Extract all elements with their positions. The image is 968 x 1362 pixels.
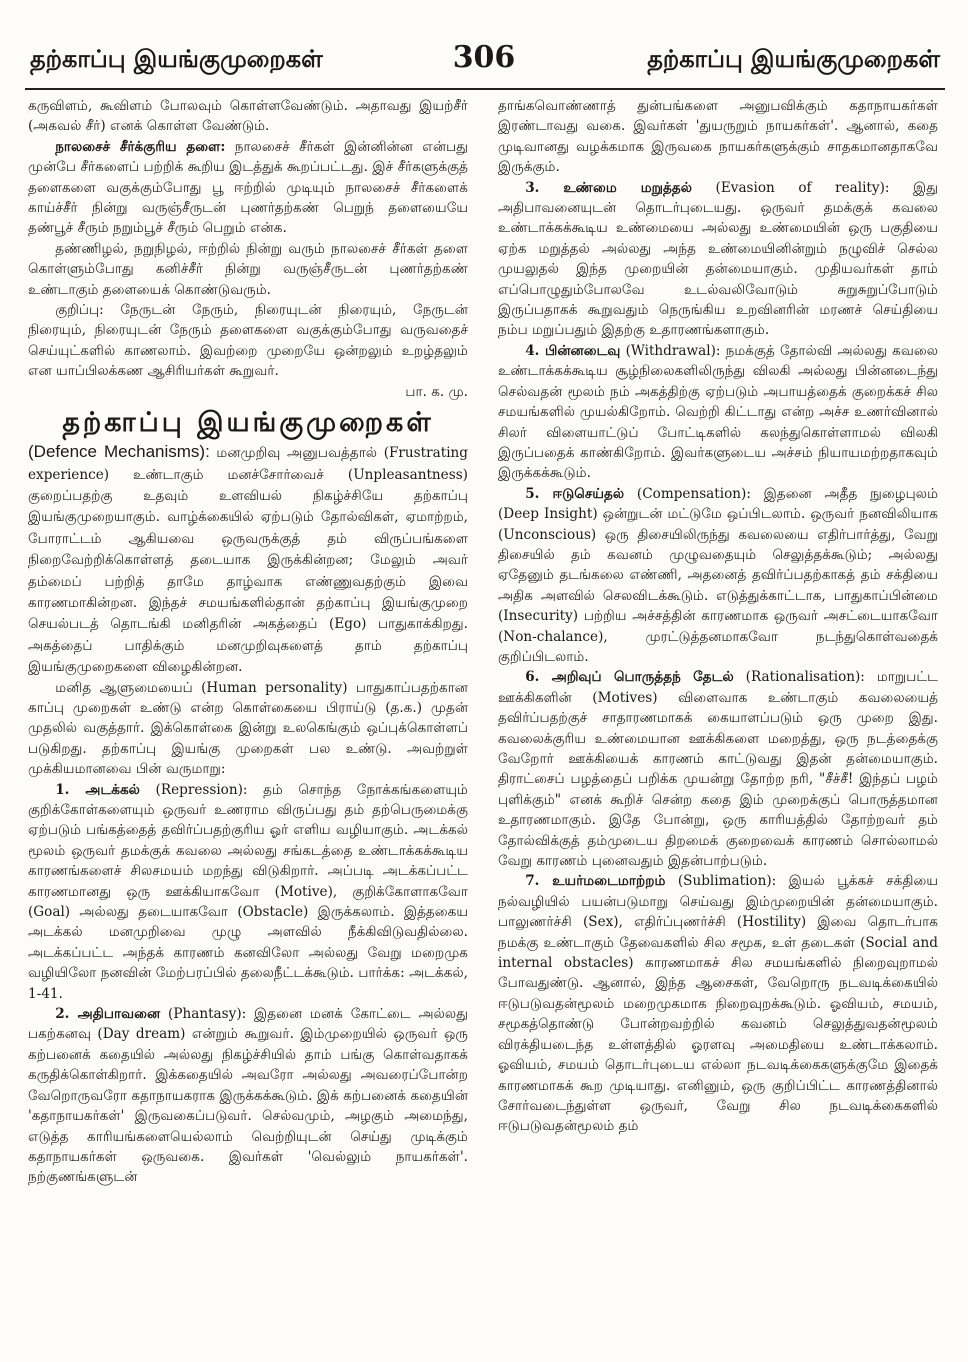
entry-heading: 3. உண்மை மறுத்தல்	[525, 179, 692, 196]
paragraph-text: (Phantasy): இதனை மனக் கோட்டை அல்லது பகற்கனவு (Day dream) என்றும் கூறுவர். இம்முறையில் ஒருவர் ஒரு கற்பனைக் கதையில் அல்லது நிகழ்ச்சியில் தாம் பங்கு கொள்வதாகக் கருதிக்கொள்கிறார். இக்கதையில் அவரோ அல்லது அவரைப்போன்ற வேறொருவரோ கதாநாயகராக இருக்கக்கூடும். இக் கற்பனைக் கதையின் 'கதாநாயகர்கள்' இருவகைப்படுவர். செல்வமும், அழகும் அமைந்து, எடுத்த காரியங்களையெல்லாம் வெற்றியுடன் செய்து முடிக்கும் கதாநாயகர்கள் ஒருவகை. இவர்கள் 'வெல்லும் நாயகர்கள்'. நற்குணங்களுடன்	[28, 1006, 468, 1186]
paragraph	[28, 780, 468, 1004]
entry-heading: 4. பின்னடைவு	[525, 342, 621, 359]
entry-heading: 1. அடக்கல்	[55, 781, 140, 798]
entry-heading: நாலசைச் சீர்க்குரிய தளை:	[55, 138, 226, 155]
paragraph	[498, 484, 938, 668]
entry-heading: 5. ஈடுசெய்தல்	[525, 485, 625, 502]
paragraph-text: நாலசைச் சீர்கள் இன்னின்ன என்பது முன்பே சீர்களைப் பற்றிக் கூறிய இடத்துக் கூறப்பட்டது. இச் சீர்களுக்குத் தளைகளை வகுக்கும்போது பூ ஈற்றில் முடியும் நாலசைச் சீர்களைக் காய்ச்சீர் நின்று வருஞ்சீருடன் புணர்தற்கண் பெறுந் தளையையே தண்பூச் சீரும் நறும்பூச் சீரும் பெறும் என்க.	[28, 138, 468, 237]
paragraph-text: மனமுறிவு அனுபவத்தால் (Frustrating experience) உண்டாகும் மனச்சோர்வைச் (Unpleasantness) குறைப்பதற்கு உதவும் உளவியல் நிகழ்ச்சியே தற்காப்பு இயங்குமுறையாகும். வாழ்க்கையில் ஏற்படும் தோல்விகள், ஏமாற்றம், போராட்டம் ஆகியவை ஒருவருக்குத் தம் விருப்பங்களை நிறைவேற்றிக்கொள்ளத் தடையாக இருக்கின்றன; மேலும் அவர் தம்மைப் பற்றித் தாமே தாழ்வாக எண்ணுவதற்கும் இவை காரணமாகின்றன. இந்தச் சமயங்களில்தான் தற்காப்பு இயங்குமுறை செயல்படத் தொடங்கி மனிதரின் அகத்தைப் (Ego) பாதுகாக்கிறது. அகத்தைப் பாதிக்கும் மனமுறிவுகளைத் தாம் தற்காப்பு இயங்குமுறைகளை விழைகின்றன.	[28, 445, 468, 676]
paragraph	[28, 137, 468, 239]
paragraph-text: (Repression): தம் சொந்த நோக்கங்களையும் குறிக்கோள்களையும் ஒருவர் உணராம விருப்பது தம் தற்பெருமைக்கு ஏற்படும் பங்கத்தைத் தவிர்ப்பதற்குரிய ஓர் எளிய வழியாகும். அடக்கல் மூலம் ஒருவர் தமக்குக் கவலை அல்லது சங்கடத்தை உண்டாக்கக்கூடிய காரணங்களைச் சிலசமயம் மறந்து விடுகிறார். அப்படி அடக்கப்பட்ட காரணமானது ஒரு ஊக்கியாகவோ (Motive), குறிக்கோளாகவோ (Goal) அல்லது தடையாகவோ (Obstacle) இருக்கலாம். இத்தகைய அடக்கல் மனமுறிவை முழு அளவில் நீக்கிவிடுவதில்லை. அடக்கப்பட்ட அந்தக் காரணம் கனவிலோ அல்லது வேறு மறைமுக வழியிலோ நனவின் மேற்பரப்பில் தலைநீட்டக்கூடும். பார்க்க: அடக்கல், 1-41.	[28, 781, 468, 1002]
paragraph: கருவிளம், கூவிளம் போலவும் கொள்ளவேண்டும். அதாவது இயற்சீர் (அகவல் சீர்) எனக் கொள்ள வேண்டும்.	[28, 98, 468, 135]
entry-heading: 7. உயர்மடைமாற்றம்	[525, 873, 666, 890]
running-head-left: தற்காப்பு இயங்குமுறைகள்	[30, 44, 323, 73]
page-number: 306	[452, 40, 516, 75]
paragraph: தண்ணிழல், நறுநிழல், ஈற்றில் நின்று வரும் நாலசைச் சீர்கள் தளை கொள்ளும்போது கனிச்சீர் நின்று வருஞ்சீருடன் புணர்தற்கண் உண்டாகும் தளையைக் கொண்டுவரும்.	[28, 240, 468, 298]
entry-heading: 6. அறிவுப் பொருத்தந் தேடல்	[525, 669, 734, 686]
paragraph: குறிப்பு: நேருடன் நேரும், நிரையுடன் நிரையும், நேருடன் நிரையும், நிரையுடன் நேரும் தளைகளை வகுக்கும்போது வருவதைச் செய்யுட்களில் காணலாம். இவற்றை முறையே ஒன்றலும் உறழ்தலும் என யாப்பிலக்கண ஆசிரியர்கள் கூறுவர்.	[28, 302, 468, 380]
entry-heading: 2. அதிபாவனை	[55, 1006, 161, 1023]
article-english-title: (Defence Mechanisms):	[28, 442, 210, 462]
paragraph: தாங்கவொண்ணாத் துன்பங்களை அனுபவிக்கும் கதாநாயகர்கள் இரண்டாவது வகை. இவர்கள் 'துயருறும் நாயகர்கள்'. ஆனால், கதை முடிவானது வழக்கமாக இருவகை நாயகர்களுக்கும் சாதகமானதாகவே இருக்கும்.	[498, 98, 938, 176]
paragraph-text: (Compensation): இதனை அதீத நுழைபுலம் (Deep Insight) ஒன்றுடன் மட்டுமே ஒப்பிடலாம். ஒருவர் நனவிலியாக (Unconscious) ஒரு திசையிலிருந்து கவலையை எதிர்பார்த்து, வேறு திசையில் தம் கவனம் முழுவதையும் செலுத்தக்கூடும்; அல்லது ஏதேனும் தடங்கலை எண்ணி, அதனைத் தவிர்ப்பதற்காகத் தம் சக்தியை அதிக அளவில் செலவிடக்கூடும். எடுத்துக்காட்டாக, பாதுகாப்பின்மை (Insecurity) பற்றிய அச்சத்தின் காரணமாக ஒருவர் அசட்டையாகவோ (Non-chalance), முரட்டுத்தனமாகவோ நடந்துகொள்வதைக் குறிப்பிடலாம்.	[498, 485, 938, 665]
running-head-right: தற்காப்பு இயங்குமுறைகள்	[647, 44, 940, 73]
paragraph	[498, 667, 938, 871]
header-rule	[25, 88, 945, 90]
paragraph-text: (Rationalisation): மாறுபட்ட ஊக்கிகளின் (Motives) விளைவாக உண்டாகும் கவலையைத் தவிர்ப்பதற்குச் சாதாரணமாகக் கையாளப்படும் ஒரு முறை இது. கவலைக்குரிய உண்மையான ஊக்கிகளை மறைத்து, ஒரு நடத்தைக்கு வேறோர் ஊக்கியைக் காரணம் காட்டுவது இதன் தன்மையாகும். திராட்சைப் பழத்தைப் பறிக்க முயன்று தோற்ற நரி, "சீச்சீ! இந்தப் பழம் புளிக்கும்" எனக் கூறிச் சென்ற கதை இம் முறைக்குப் பொருத்தமான உதாரணமாகும். இதே போன்று, ஒரு காரியத்தில் தோற்றவர் தம் தோல்விக்குத் தம்முடைய திறமைக் குறைவைக் காரணம் சொல்லாமல் வேறு காரணம் புனைவதும் இதன்பாற்படும்.	[498, 669, 938, 870]
paragraph-text: (Sublimation): இயல் பூக்கச் சக்தியை நல்வழியில் பயன்படுமாறு செய்வது இம்முறையின் தன்மையாகும். பாலுணர்ச்சி (Sex), எதிர்ப்புணர்ச்சி (Hostility) இவை தொடர்பாக நமக்கு உண்டாகும் தேவைகளில் சில சமூக, உள் தடைகள் (Social and internal obstacles) காரணமாகச் சில சமயங்களில் நிறைவுறாமல் போவதுண்டு. ஆனால், இந்த ஆசைகள், வேறொரு நடவடிக்கையில் ஈடுபடுவதன்மூலம் மறைமுகமாக நிறைவுறக்கூடும். ஓவியம், சமயம், சமூகத்தொண்டு போன்றவற்றில் கவனம் செலுத்துவதன்மூலம் விரக்தியடைந்த உள்ளத்தில் ஓரளவு அமைதியை உண்டாக்கலாம். ஓவியம், சமயம் தொடர்புடைய எல்லா நடவடிக்கைகளுக்குமே இதைக் காரணமாகக் கூற முடியாது. எனினும், ஒரு குறிப்பிட்ட காரணத்தினால் சோர்வடைந்துள்ள ஒருவர், வேறு சில நடவடிக்கைகளில் ஈடுபடுவதன்மூலம் தம்	[498, 873, 938, 1135]
paragraph-text: (Withdrawal): நமக்குத் தோல்வி அல்லது கவலை உண்டாக்கக்கூடிய சூழ்நிலைகளிலிருந்து விலகி அல்லது பின்னடைந்து செல்வதன் மூலம் நம் அகத்திற்கு ஏற்படும் அபாயத்தைக் குறைக்கச் சில சமயங்களில் முயல்கிறோம். வெற்றி கிட்டாது என்ற அச்ச உணர்வினால் சிலர் விளையாட்டுப் போட்டிகளில் கலந்துகொள்ளாமல் விலகி இருப்பதைக் காண்கிறோம். இவர்களுடைய அச்சம் நியாயமற்றதாகவும் இருக்கக்கூடும்.	[498, 342, 938, 482]
paragraph: மனித ஆளுமையைப் (Human personality) பாதுகாப்பதற்கான காப்பு முறைகள் உண்டு என்ற கொள்கையை பிராய்டு (த.க.) முதன் முதலில் வகுத்தார். இக்கொள்கை இன்று உலகெங்கும் ஒப்புக்கொள்ளப் படுகிறது. தற்காப்பு இயங்கு முறைகள் பல உண்டு. அவற்றுள் முக்கியமானவை பின் வருமாறு:	[28, 679, 468, 778]
paragraph	[498, 178, 938, 341]
right-column	[498, 96, 938, 1352]
paragraph-text: (Evasion of reality): இது அதிபாவனையுடன் தொடர்புடையது. ஒருவர் தமக்குக் கவலை உண்டாக்கக்கூடிய உண்மையை அல்லது உண்மையின் ஒரு பகுதியை ஏற்க மறுத்தல் அல்லது அந்த உண்மையினின்றும் நழுவிச் செல்ல முயலுதல் இந்த முறையின் தன்மையாகும். முதியவர்கள் தாம் எப்பொழுதும்போலவே உடல்வலிவோடும் சுறுசுறுப்போடும் இருப்பதாகக் கூறுவதும் நெருங்கிய உறவினரின் மரணச் செய்தியை நம்ப மறுப்பதும் இதற்கு உதாரணங்களாகும்.	[498, 179, 938, 339]
paragraph	[498, 341, 938, 484]
left-column	[28, 96, 468, 1352]
running-head	[0, 40, 968, 84]
article-title: தற்காப்பு இயங்குமுறைகள்	[62, 407, 434, 439]
paragraph	[498, 871, 938, 1136]
author-initials: பா. க. மு.	[405, 383, 468, 400]
paragraph	[28, 442, 468, 677]
paragraph	[28, 1004, 468, 1188]
